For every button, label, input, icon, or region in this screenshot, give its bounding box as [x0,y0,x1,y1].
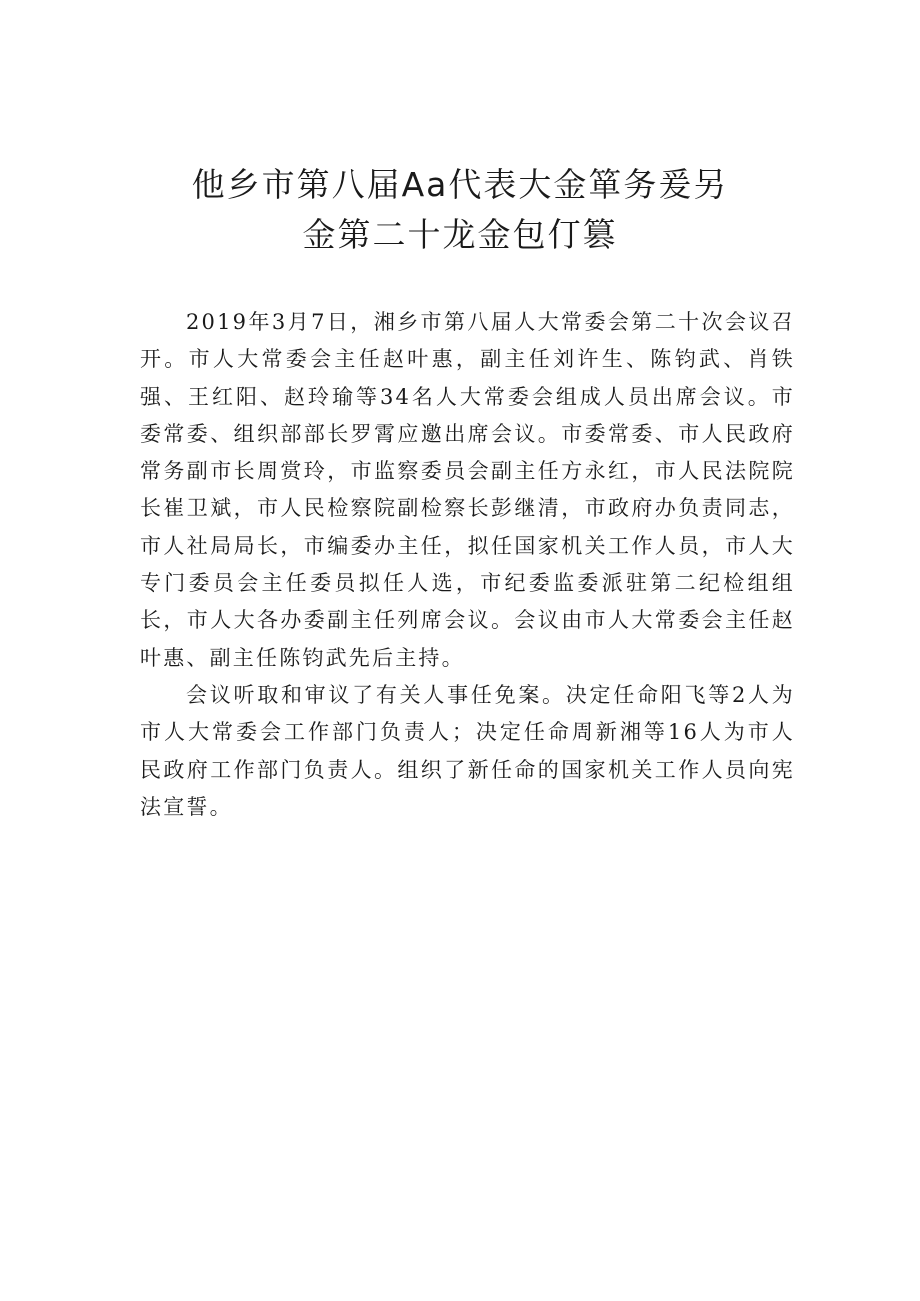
title-line-2: 金第二十龙金包仃篡 [302,215,618,254]
title-line-1: 他乡市第八届Aa代表大金箪务爰另 [191,165,729,204]
document-title [140,160,780,260]
paragraph-2: 会议听取和审议了有关人事任免案。决定任命阳飞等2人为市人大常委会工作部门负责人；决定任命周新湘等16人为市人民政府工作部门负责人。组织了新任命的国家机关工作人员向宪法宣誓。 [140,682,795,819]
document-body [140,304,795,826]
paragraph-1: 2019年3月7日，湘乡市第八届人大常委会第二十次会议召开。市人大常委会主任赵叶惠，副主任刘许生、陈钧武、肖铁强、王红阳、赵玲瑜等34名人大常委会组成人员出席会议。市委常委、组织部部长罗霄应邀出席会议。市委常委、市人民政府常务副市长周赏玲，市监察委员会副主任方永红，市人民法院院长崔卫斌，市人民检察院副检察长彭继清，市政府办负责同志，市人社局局长，市编委办主任，拟任国家机关工作人员，市人大专门委员会主任委员拟任人选，市纪委监委派驻第二纪检组组长，市人大各办委副主任列席会议。会议由市人大常委会主任赵叶惠、副主任陈钧武先后主持。 [140,310,795,670]
